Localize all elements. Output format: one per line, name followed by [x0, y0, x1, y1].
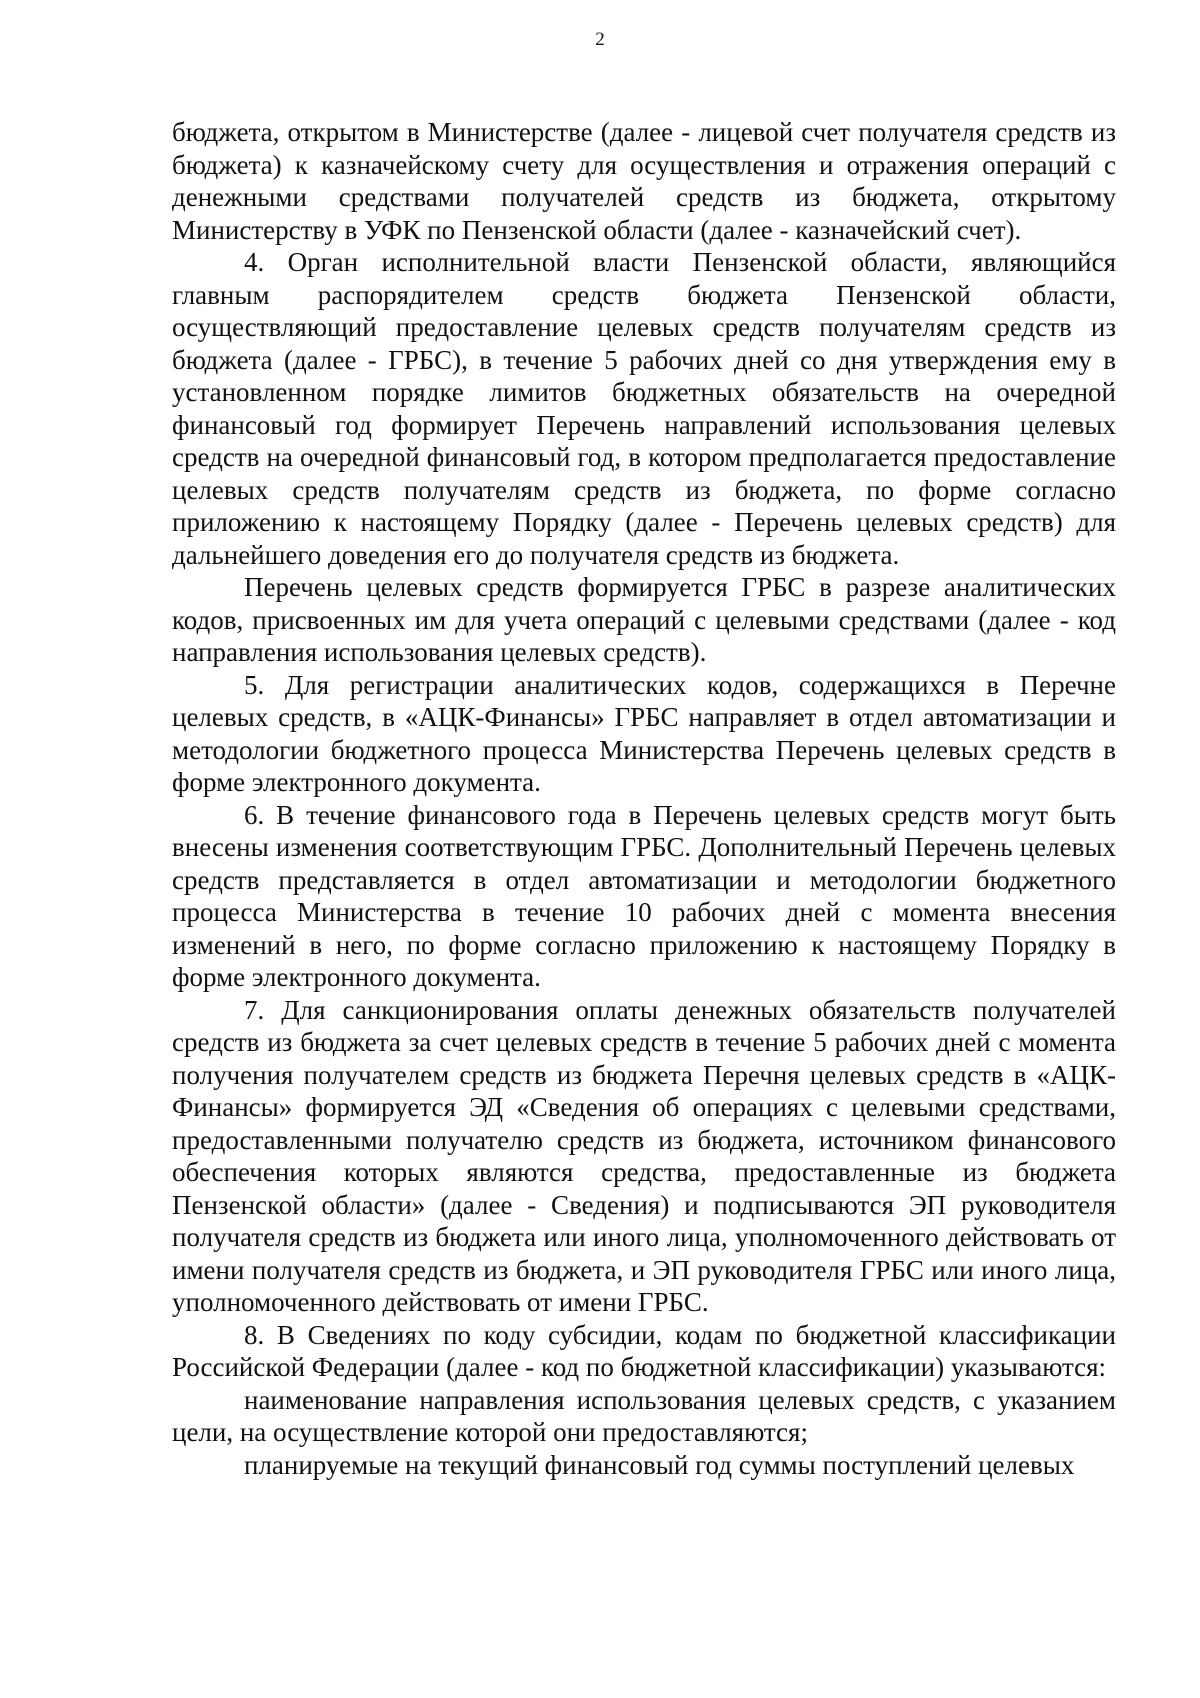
document-body — [172, 116, 1116, 1481]
paragraph-item-6: 6. В течение финансового года в Перечень целевых средств могут быть внесены изменения соответствующим ГРБС. Дополнительный Перечень целевых средств представляется в отдел автоматизации и методологии бюджетного процесса Министерства в течение 10 рабочих дней с момента внесения изменений в него, по форме согласно приложению к настоящему Порядку в форме электронного документа. — [172, 799, 1116, 992]
paragraph-item-8-name: наименование направления использования целевых средств, с указанием цели, на осуществление которой они предоставляются; — [172, 1384, 1116, 1447]
paragraph-item-7: 7. Для санкционирования оплаты денежных обязательств получателей средств из бюджета за счет целевых средств в течение 5 рабочих дней с момента получения получателем средств из бюджета Перечня целевых средств в «АЦК-Финансы» формируется ЭД «Сведения об операциях с целевыми средствами, предоставленными получателю средств из бюджета, источником финансового обеспечения которых являются средства, предоставленные из бюджета Пензенской области» (далее - Сведения) и подписываются ЭП руководителя получателя средств из бюджета или иного лица, уполномоченного действовать от имени получателя средств из бюджета, и ЭП руководителя ГРБС или иного лица, уполномоченного действовать от имени ГРБС. — [172, 994, 1116, 1317]
page-number: 2 — [595, 29, 605, 50]
paragraph-item-5: 5. Для регистрации аналитических кодов, содержащихся в Перечне целевых средств, в «АЦК-Финансы» ГРБС направляет в отдел автоматизации и методологии бюджетного процесса Министерства Перечень целевых средств в форме электронного документа. — [172, 669, 1116, 797]
paragraph-item-4: 4. Орган исполнительной власти Пензенской области, являющийся главным распорядителем средств бюджета Пензенской области, осуществляющий предоставление целевых средств получателям средств из бюджета (далее - ГРБС), в течение 5 рабочих дней со дня утверждения ему в установленном порядке лимитов бюджетных обязательств на очередной финансовый год формирует Перечень направлений использования целевых средств на очередной финансовый год, в котором предполагается предоставление целевых средств получателям средств из бюджета, по форме согласно приложению к настоящему Порядку (далее - Перечень целевых средств) для дальнейшего доведения его до получателя средств из бюджета. — [172, 247, 1116, 570]
paragraph-continuation: бюджета, открытом в Министерстве (далее - лицевой счет получателя средств из бюджета) к казначейскому счету для осуществления и отражения операций с денежными средствами получателей средств из бюджета, открытому Министерству в УФК по Пензенской области (далее - казначейский счет). — [172, 117, 1116, 245]
paragraph-item-8-sums: планируемые на текущий финансовый год суммы поступлений целевых — [244, 1449, 1075, 1480]
paragraph-item-8: 8. В Сведениях по коду субсидии, кодам по бюджетной классификации Российской Федерации (далее - код по бюджетной классификации) указываются: — [172, 1319, 1116, 1382]
paragraph-item-4-continuation: Перечень целевых средств формируется ГРБС в разрезе аналитических кодов, присвоенных им для учета операций с целевыми средствами (далее - код направления использования целевых средств). — [172, 572, 1116, 667]
